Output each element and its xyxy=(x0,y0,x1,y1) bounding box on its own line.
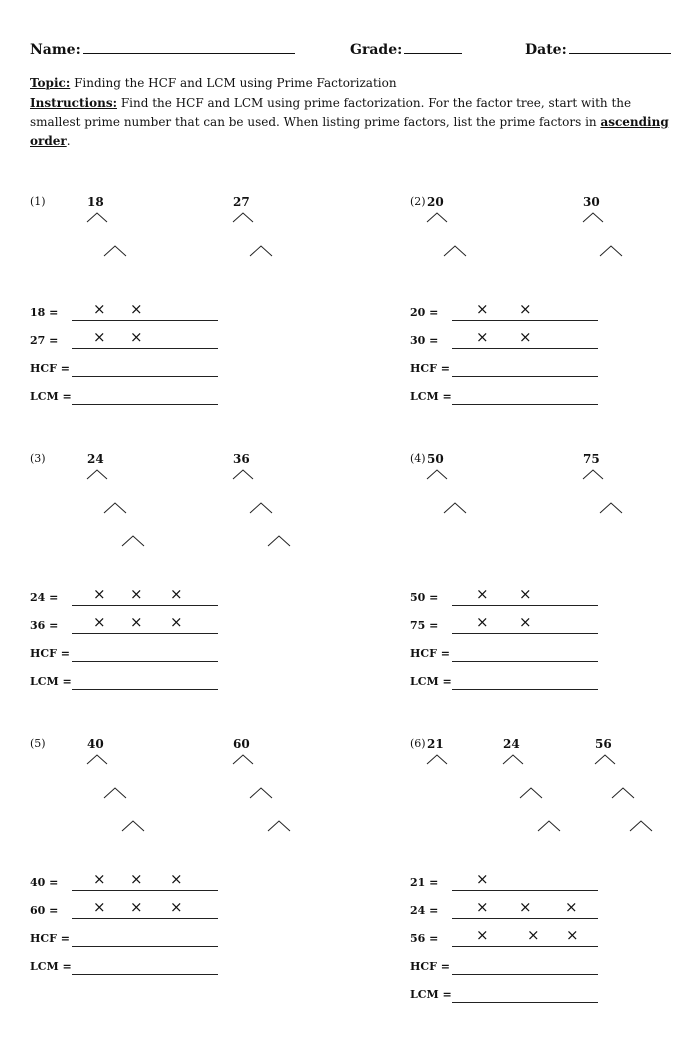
grade-blank[interactable] xyxy=(404,40,462,54)
multiply-sign: × xyxy=(476,300,489,318)
answer-line[interactable] xyxy=(72,661,218,662)
equation-label: LCM = xyxy=(30,960,72,973)
problem-number: (2) xyxy=(410,195,426,208)
tree-root-number: 27 xyxy=(233,195,250,209)
multiply-sign: × xyxy=(519,613,532,631)
multiply-sign: × xyxy=(170,898,183,916)
multiply-sign: × xyxy=(519,585,532,603)
topic xyxy=(30,76,397,90)
multiply-sign: × xyxy=(476,898,489,916)
factor-tree-branch xyxy=(86,754,108,766)
factor-tree-branch xyxy=(443,502,467,515)
answer-line[interactable] xyxy=(72,689,218,690)
answer-line[interactable] xyxy=(452,404,598,405)
factor-tree-branch xyxy=(426,754,448,766)
factor-tree-branch xyxy=(426,469,448,481)
equation-label: LCM = xyxy=(30,675,72,688)
factor-tree-branch xyxy=(443,245,467,258)
tree-root-number: 36 xyxy=(233,452,250,466)
factor-tree-branch xyxy=(121,820,145,833)
grade-field[interactable] xyxy=(350,40,462,58)
multiply-sign: × xyxy=(476,328,489,346)
multiply-sign: × xyxy=(130,613,143,631)
factor-tree-branch xyxy=(249,502,273,515)
answer-line[interactable] xyxy=(72,376,218,377)
answer-line[interactable] xyxy=(452,918,598,919)
multiply-sign: × xyxy=(130,328,143,346)
factor-tree-branch xyxy=(232,754,254,766)
answer-line[interactable] xyxy=(452,661,598,662)
multiply-sign: × xyxy=(130,585,143,603)
multiply-sign: × xyxy=(565,898,578,916)
factor-tree-branch xyxy=(267,535,291,548)
date-blank[interactable] xyxy=(569,40,671,54)
tree-root-number: 18 xyxy=(87,195,104,209)
equation-label: HCF = xyxy=(30,647,71,660)
equation-label: HCF = xyxy=(410,362,451,375)
multiply-sign: × xyxy=(130,870,143,888)
factor-tree-branch xyxy=(599,502,623,515)
factor-tree-branch xyxy=(103,245,127,258)
topic-label: Topic: xyxy=(30,76,71,90)
multiply-sign: × xyxy=(527,926,540,944)
answer-line[interactable] xyxy=(452,605,598,606)
factor-tree-branch xyxy=(599,245,623,258)
multiply-sign: × xyxy=(93,300,106,318)
equation-label: 40 = xyxy=(30,876,59,889)
factor-tree-branch xyxy=(537,820,561,833)
equation-label: 60 = xyxy=(30,904,59,917)
equation-label: 75 = xyxy=(410,619,439,632)
factor-tree-branch xyxy=(267,820,291,833)
equation-label: LCM = xyxy=(410,390,452,403)
equation-label: HCF = xyxy=(410,960,451,973)
multiply-sign: × xyxy=(170,613,183,631)
factor-tree-branch xyxy=(121,535,145,548)
multiply-sign: × xyxy=(130,300,143,318)
answer-line[interactable] xyxy=(452,348,598,349)
answer-line[interactable] xyxy=(72,890,218,891)
multiply-sign: × xyxy=(93,328,106,346)
multiply-sign: × xyxy=(93,585,106,603)
multiply-sign: × xyxy=(130,898,143,916)
multiply-sign: × xyxy=(170,585,183,603)
equation-label: 56 = xyxy=(410,932,439,945)
tree-root-number: 56 xyxy=(595,737,612,751)
factor-tree-branch xyxy=(582,212,604,224)
factor-tree-branch xyxy=(249,787,273,800)
tree-root-number: 50 xyxy=(427,452,444,466)
equation-label: HCF = xyxy=(30,362,71,375)
answer-line[interactable] xyxy=(452,946,598,947)
factor-tree-branch xyxy=(249,245,273,258)
equation-label: 30 = xyxy=(410,334,439,347)
equation-label: LCM = xyxy=(410,988,452,1001)
answer-line[interactable] xyxy=(452,376,598,377)
problem-number: (5) xyxy=(30,737,46,750)
tree-root-number: 24 xyxy=(87,452,104,466)
date-field[interactable] xyxy=(525,40,671,58)
multiply-sign: × xyxy=(170,870,183,888)
name-blank[interactable] xyxy=(83,40,295,54)
factor-tree-branch xyxy=(611,787,635,800)
equation-label: 24 = xyxy=(410,904,439,917)
equation-label: 36 = xyxy=(30,619,59,632)
multiply-sign: × xyxy=(476,613,489,631)
answer-line[interactable] xyxy=(452,320,598,321)
factor-tree-branch xyxy=(502,754,524,766)
name-label: Name: xyxy=(30,42,81,58)
factor-tree-branch xyxy=(594,754,616,766)
name-field[interactable] xyxy=(30,40,295,58)
answer-line[interactable] xyxy=(72,946,218,947)
answer-line[interactable] xyxy=(452,633,598,634)
problem-number: (6) xyxy=(410,737,426,750)
tree-root-number: 40 xyxy=(87,737,104,751)
multiply-sign: × xyxy=(93,898,106,916)
factor-tree-branch xyxy=(582,469,604,481)
problem-number: (3) xyxy=(30,452,46,465)
tree-root-number: 21 xyxy=(427,737,444,751)
equation-label: LCM = xyxy=(30,390,72,403)
instructions xyxy=(30,94,670,151)
factor-tree-branch xyxy=(86,469,108,481)
equation-label: 18 = xyxy=(30,306,59,319)
problem-number: (4) xyxy=(410,452,426,465)
answer-line[interactable] xyxy=(72,605,218,606)
equation-label: 21 = xyxy=(410,876,439,889)
tree-root-number: 60 xyxy=(233,737,250,751)
multiply-sign: × xyxy=(519,328,532,346)
factor-tree-branch xyxy=(86,212,108,224)
factor-tree-branch xyxy=(629,820,653,833)
tree-root-number: 24 xyxy=(503,737,520,751)
equation-label: LCM = xyxy=(410,675,452,688)
answer-line[interactable] xyxy=(452,689,598,690)
instructions-label: Instructions: xyxy=(30,96,118,110)
answer-line[interactable] xyxy=(452,974,598,975)
answer-line[interactable] xyxy=(72,348,218,349)
topic-text: Finding the HCF and LCM using Prime Factorization xyxy=(70,76,397,90)
multiply-sign: × xyxy=(519,898,532,916)
grade-label: Grade: xyxy=(350,42,403,58)
answer-line[interactable] xyxy=(72,404,218,405)
problem-number: (1) xyxy=(30,195,46,208)
equation-label: 27 = xyxy=(30,334,59,347)
multiply-sign: × xyxy=(476,926,489,944)
tree-root-number: 30 xyxy=(583,195,600,209)
multiply-sign: × xyxy=(93,870,106,888)
multiply-sign: × xyxy=(476,870,489,888)
equation-label: HCF = xyxy=(410,647,451,660)
equation-label: 50 = xyxy=(410,591,439,604)
equation-label: 20 = xyxy=(410,306,439,319)
answer-line[interactable] xyxy=(72,320,218,321)
factor-tree-branch xyxy=(519,787,543,800)
factor-tree-branch xyxy=(426,212,448,224)
answer-line[interactable] xyxy=(72,633,218,634)
answer-line[interactable] xyxy=(72,918,218,919)
factor-tree-branch xyxy=(103,787,127,800)
equation-label: 24 = xyxy=(30,591,59,604)
answer-line[interactable] xyxy=(72,974,218,975)
multiply-sign: × xyxy=(93,613,106,631)
date-label: Date: xyxy=(525,42,567,58)
answer-line[interactable] xyxy=(452,890,598,891)
tree-root-number: 20 xyxy=(427,195,444,209)
factor-tree-branch xyxy=(232,212,254,224)
factor-tree-branch xyxy=(232,469,254,481)
multiply-sign: × xyxy=(566,926,579,944)
multiply-sign: × xyxy=(476,585,489,603)
instructions-emphasis: ascending order xyxy=(30,115,669,148)
instructions-end: . xyxy=(66,134,71,148)
equation-label: HCF = xyxy=(30,932,71,945)
multiply-sign: × xyxy=(519,300,532,318)
answer-line[interactable] xyxy=(452,1002,598,1003)
factor-tree-branch xyxy=(103,502,127,515)
tree-root-number: 75 xyxy=(583,452,600,466)
instructions-text: Find the HCF and LCM using prime factorization. For the factor tree, start with the smallest prime number that can be used. When listing prime factors, list the prime factors in xyxy=(30,96,632,129)
